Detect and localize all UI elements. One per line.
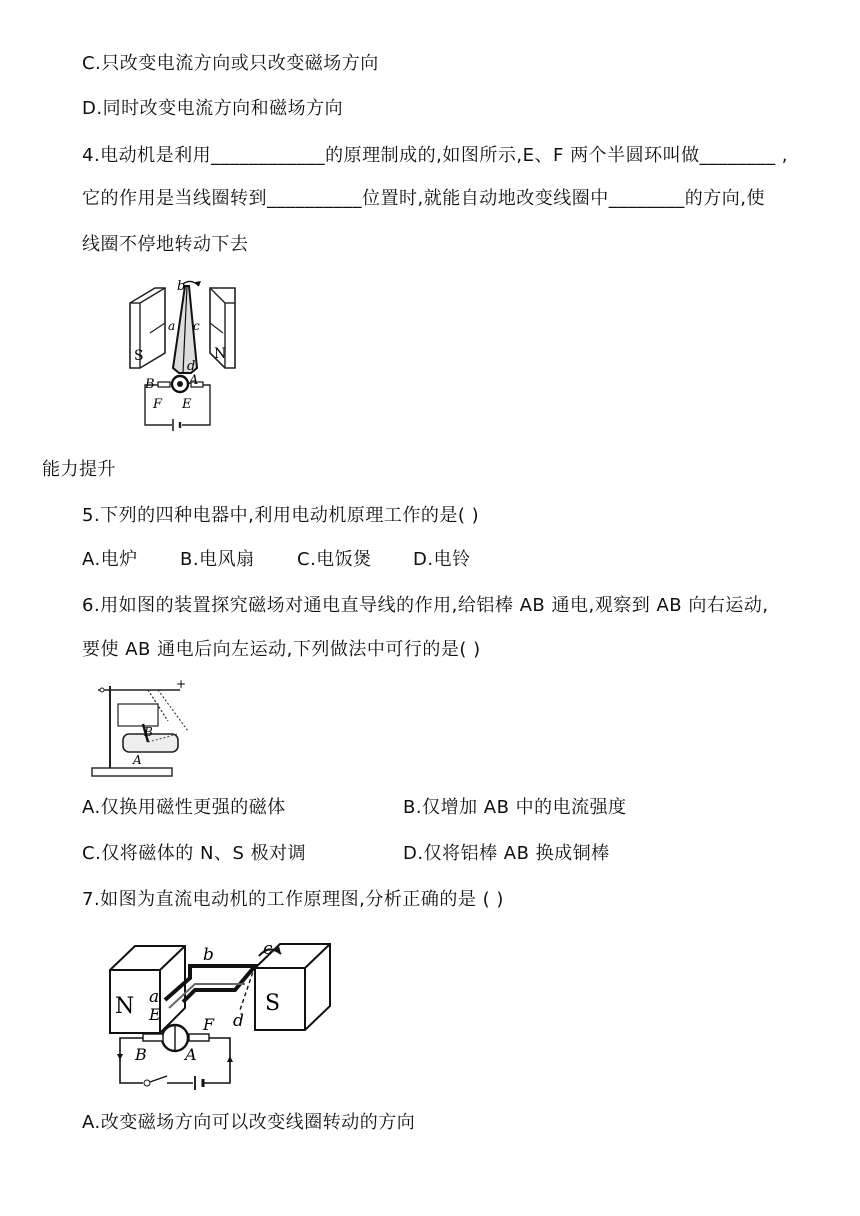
q3-option-d: D.同时改变电流方向和磁场方向 bbox=[82, 98, 344, 119]
q5-option-a: A.电炉 bbox=[82, 549, 138, 570]
q7-fig-label-S: S bbox=[265, 991, 281, 1016]
q4-fig-label-a: a bbox=[168, 319, 176, 333]
q4-fig-label-N: N bbox=[214, 346, 227, 362]
q7-option-a: A.改变磁场方向可以改变线圈转动的方向 bbox=[82, 1112, 416, 1133]
q5-option-b: B.电风扇 bbox=[180, 549, 255, 570]
q7-fig-label-a: a bbox=[149, 987, 160, 1007]
q3-option-c: C.只改变电流方向或只改变磁场方向 bbox=[82, 53, 379, 74]
q7-fig-label-N: N bbox=[115, 994, 135, 1019]
q4-fig-label-E: E bbox=[182, 397, 192, 412]
q6-apparatus-figure bbox=[88, 676, 198, 781]
q7-fig-label-c: c bbox=[263, 939, 273, 959]
q6-fig-label-plus: + bbox=[176, 677, 187, 691]
q4-line-2: 它的作用是当线圈转到__________位置时,就能自动地改变线圈中________的方向,使 bbox=[82, 188, 765, 209]
q5-option-d: D.电铃 bbox=[413, 549, 471, 570]
q4-motor-figure bbox=[125, 278, 255, 438]
q4-line-3: 线圈不停地转动下去 bbox=[82, 234, 249, 255]
q7-fig-label-E: E bbox=[149, 1005, 161, 1024]
q4-fig-label-d: d bbox=[187, 359, 196, 374]
q6-option-a: A.仅换用磁性更强的磁体 bbox=[82, 797, 286, 818]
q4-fig-label-b: b bbox=[177, 279, 186, 294]
q6-fig-label-B: B bbox=[144, 725, 153, 739]
q7-stem: 7.如图为直流电动机的工作原理图,分析正确的是 ( ) bbox=[82, 889, 504, 910]
q6-fig-label-A: A bbox=[133, 753, 142, 767]
q4-line-1: 4.电动机是利用____________的原理制成的,如图所示,E、F 两个半圆环叫做________ , bbox=[82, 145, 789, 166]
q4-fig-label-A: A bbox=[189, 373, 199, 388]
q7-fig-label-F: F bbox=[203, 1015, 215, 1034]
q4-fig-label-S: S bbox=[134, 348, 144, 364]
q6-stem-line-2: 要使 AB 通电后向左运动,下列做法中可行的是( ) bbox=[82, 639, 481, 660]
section-heading: 能力提升 bbox=[42, 459, 116, 480]
q6-option-c: C.仅将磁体的 N、S 极对调 bbox=[82, 843, 307, 864]
q7-fig-label-B: B bbox=[135, 1045, 147, 1064]
q7-fig-label-A: A bbox=[185, 1045, 197, 1064]
q4-fig-label-B: B bbox=[145, 377, 155, 392]
q4-fig-label-c: c bbox=[193, 319, 200, 333]
q7-motor-figure bbox=[105, 938, 335, 1093]
q4-fig-label-F: F bbox=[153, 397, 163, 412]
q5-stem: 5.下列的四种电器中,利用电动机原理工作的是( ) bbox=[82, 505, 480, 526]
q7-fig-label-b: b bbox=[203, 945, 214, 965]
q7-fig-label-d: d bbox=[233, 1011, 244, 1031]
q6-stem-line-1: 6.用如图的装置探究磁场对通电直导线的作用,给铝棒 AB 通电,观察到 AB 向右运动, bbox=[82, 595, 769, 616]
q6-option-d: D.仅将铝棒 AB 换成铜棒 bbox=[403, 843, 610, 864]
q5-option-c: C.电饭煲 bbox=[297, 549, 372, 570]
q6-option-b: B.仅增加 AB 中的电流强度 bbox=[403, 797, 627, 818]
